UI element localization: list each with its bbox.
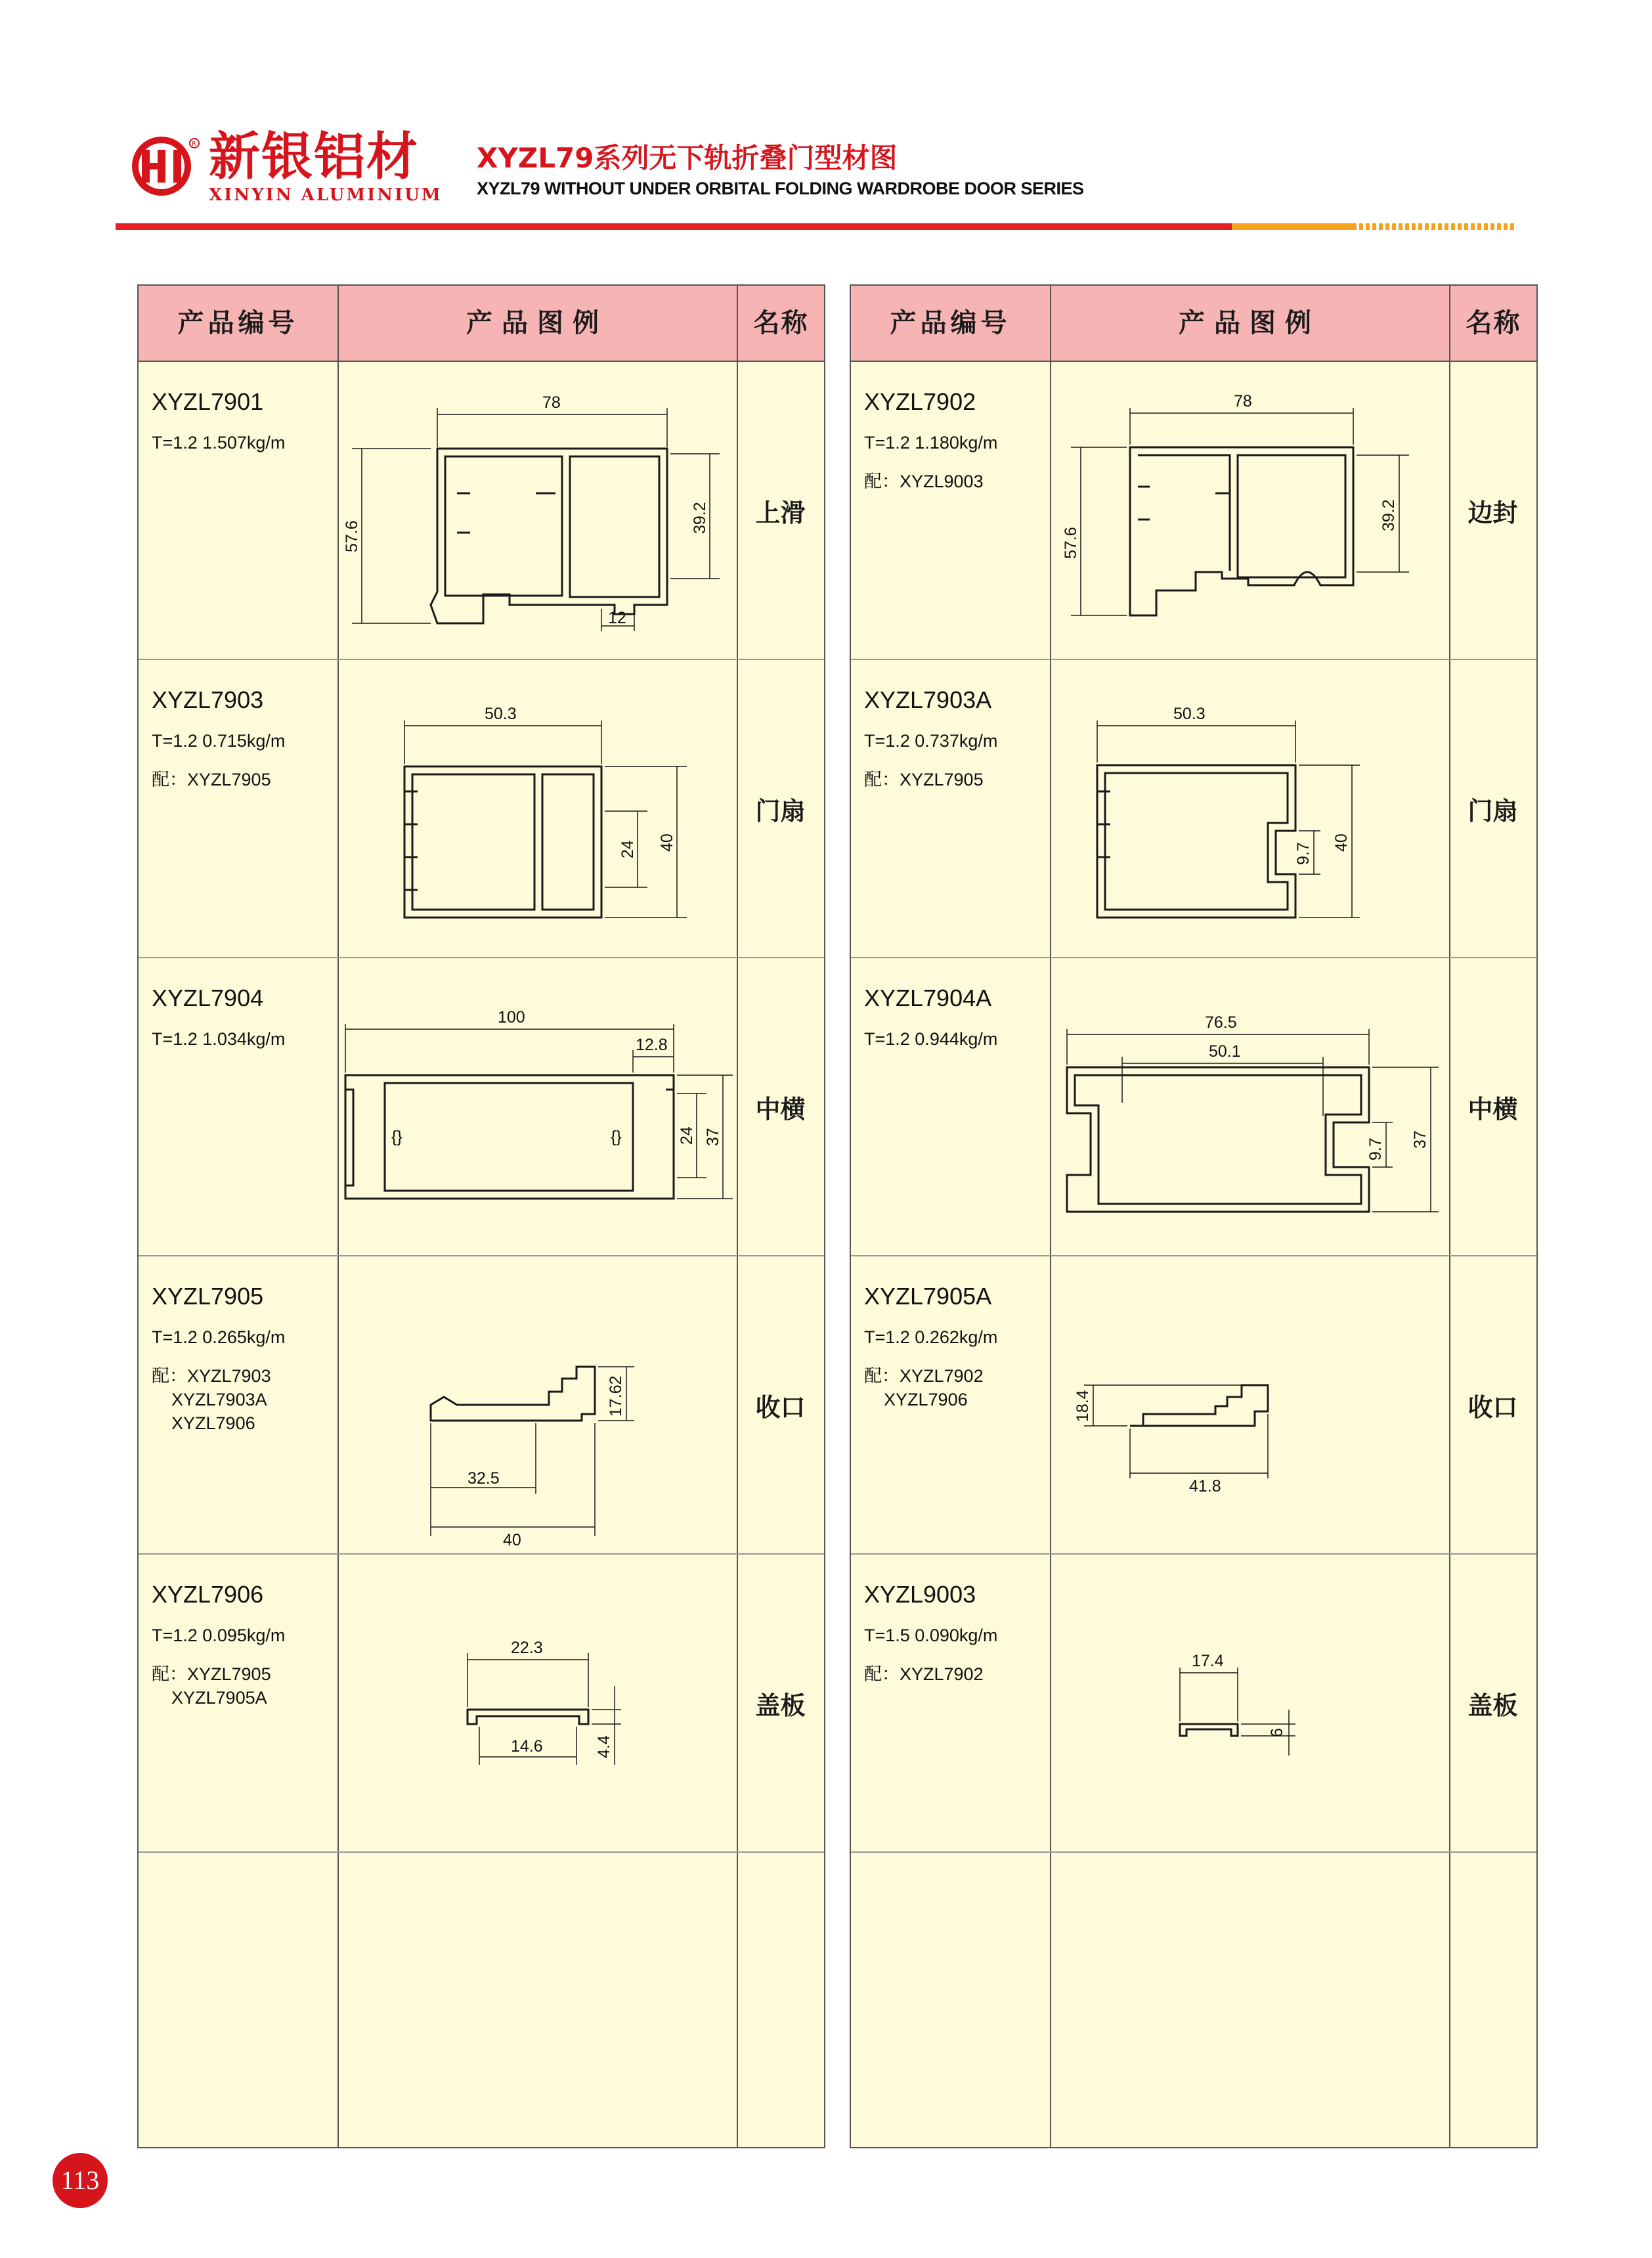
page-title-cn: XYZL79系列无下轨折叠门型材图 (477, 142, 898, 174)
xinyin-logo-icon (129, 137, 201, 196)
product-weight: T=1.2 0.737kg/m (864, 731, 998, 751)
dimension-height: 57.6 (343, 520, 361, 552)
column-header-code: 产品编号 (177, 308, 299, 338)
dimension-height: 4.4 (595, 1735, 613, 1758)
dimension-height: 40 (1332, 833, 1351, 852)
product-name: 上滑 (755, 498, 806, 527)
profile-drawing-xyzl7906 (339, 1555, 737, 1851)
header-divider-accent (1232, 223, 1353, 230)
dimension-width: 41.8 (1189, 1477, 1221, 1495)
product-code: XYZL9003 (864, 1581, 976, 1608)
page-title-en: XYZL79 WITHOUT UNDER ORBITAL FOLDING WARDROBE DOOR SERIES (477, 179, 1084, 198)
table-row (851, 660, 1536, 957)
product-name: 中横 (1467, 1094, 1518, 1124)
table-row (139, 958, 824, 1255)
product-mates: 配：XYZL7903 XYZL7903A XYZL7906 (152, 1366, 271, 1433)
dimension-height: 18.4 (1074, 1390, 1092, 1422)
table-row (139, 362, 824, 659)
product-code: XYZL7903 (152, 686, 264, 713)
brand-name-cn: 新银铝材 (209, 127, 420, 187)
table-row (851, 362, 1536, 659)
dimension-width: 17.4 (1192, 1652, 1224, 1670)
product-table-left (137, 284, 825, 2148)
profile-drawing-xyzl7903a (1051, 660, 1449, 957)
column-header-name: 名称 (753, 308, 809, 338)
svg-text:{}: {} (391, 1128, 402, 1146)
product-name: 中横 (755, 1094, 806, 1124)
product-mates: 配：XYZL7905 XYZL7905A (152, 1664, 271, 1708)
dimension-width: 78 (542, 393, 561, 412)
product-code: XYZL7906 (152, 1581, 264, 1608)
product-mates: 配：XYZL7902 XYZL7906 (864, 1366, 984, 1409)
dimension-width: 40 (503, 1531, 521, 1549)
product-name: 收口 (1467, 1392, 1518, 1422)
dimension-width-inner: 32.5 (467, 1469, 500, 1488)
table-row (139, 1256, 824, 1553)
product-weight: T=1.2 0.262kg/m (864, 1327, 998, 1347)
dimension-height: 17.62 (607, 1375, 625, 1417)
dimension-width: 50.3 (485, 705, 517, 723)
profile-drawing-xyzl7902 (1051, 362, 1449, 659)
product-mates: 配：XYZL7905 (864, 770, 984, 789)
dimension-width: 78 (1234, 392, 1252, 410)
product-code: XYZL7905A (864, 1283, 992, 1310)
profile-drawing-xyzl7903 (339, 660, 737, 957)
dimension-height: 6 (1268, 1728, 1286, 1737)
product-name: 门扇 (755, 796, 806, 826)
dimension-width: 100 (498, 1008, 525, 1027)
table-row (851, 958, 1536, 1255)
product-name: 门扇 (1467, 796, 1518, 826)
row-divider (851, 1851, 1536, 1853)
dimension-width-inner: 12.8 (636, 1036, 668, 1054)
dimension-height: 40 (658, 833, 676, 852)
row-divider (139, 1851, 824, 1853)
product-table-right (850, 284, 1538, 2148)
column-header-name: 名称 (1466, 308, 1521, 338)
product-name: 盖板 (1467, 1691, 1518, 1720)
product-code: XYZL7902 (864, 388, 976, 415)
dimension-height: 37 (704, 1128, 722, 1146)
product-weight: T=1.5 0.090kg/m (864, 1626, 998, 1645)
dimension-height: 37 (1411, 1130, 1429, 1149)
dimension-height-inner: 9.7 (1366, 1138, 1385, 1161)
table-row (851, 1555, 1536, 1851)
header-divider (116, 223, 1232, 230)
header-divider-dashes (1353, 223, 1517, 230)
profile-drawing-xyzl7905 (339, 1256, 737, 1553)
product-code: XYZL7905 (152, 1283, 264, 1310)
column-header-code: 产品编号 (890, 308, 1011, 338)
svg-text:R: R (192, 141, 196, 148)
product-name: 收口 (755, 1392, 806, 1422)
profile-drawing-xyzl7904 (339, 958, 737, 1255)
column-header-figure: 产品图例 (466, 308, 608, 338)
product-mates: 配：XYZL9003 (864, 472, 984, 491)
product-mates: 配：XYZL7905 (152, 770, 271, 789)
dimension-height-inner: 24 (619, 840, 637, 858)
product-code: XYZL7904 (152, 985, 264, 1011)
product-weight: T=1.2 1.180kg/m (864, 433, 998, 453)
table-header (139, 286, 824, 362)
dimension-width: 50.3 (1173, 705, 1206, 723)
product-code: XYZL7901 (152, 388, 264, 415)
table-header (851, 286, 1536, 362)
dimension-width-inner: 14.6 (511, 1737, 543, 1756)
dimension-height-inner: 39.2 (691, 502, 709, 534)
product-weight: T=1.2 1.034kg/m (152, 1029, 286, 1049)
product-name: 盖板 (755, 1691, 806, 1720)
table-row (851, 1256, 1536, 1553)
svg-text:{}: {} (611, 1128, 622, 1146)
product-weight: T=1.2 0.944kg/m (864, 1029, 998, 1049)
dimension-height-inner: 39.2 (1380, 499, 1398, 531)
product-code: XYZL7904A (864, 985, 992, 1011)
product-weight: T=1.2 0.265kg/m (152, 1327, 286, 1347)
brand-name-en: XINYIN ALUMINIUM (209, 185, 443, 205)
column-header-figure: 产品图例 (1179, 308, 1320, 338)
dimension-height-inner: 24 (678, 1126, 696, 1145)
profile-drawing-xyzl7904a (1051, 958, 1449, 1255)
profile-drawing-xyzl7905a (1051, 1256, 1449, 1553)
profile-drawing-xyzl7901 (339, 362, 737, 659)
dimension-slot: 12 (608, 609, 626, 627)
dimension-width: 76.5 (1205, 1013, 1237, 1032)
dimension-height-inner: 9.7 (1294, 842, 1313, 865)
dimension-width-inner: 50.1 (1209, 1042, 1241, 1061)
dimension-height: 57.6 (1062, 527, 1080, 559)
page-number: 113 (53, 2153, 108, 2208)
product-weight: T=1.2 0.095kg/m (152, 1626, 286, 1645)
product-weight: T=1.2 0.715kg/m (152, 731, 286, 751)
table-row (139, 660, 824, 957)
product-code: XYZL7903A (864, 686, 992, 713)
profile-drawing-xyzl9003 (1051, 1555, 1449, 1851)
product-name: 边封 (1467, 498, 1518, 527)
dimension-width: 22.3 (511, 1639, 543, 1657)
product-weight: T=1.2 1.507kg/m (152, 433, 286, 453)
table-row (139, 1555, 824, 1851)
product-mates: 配：XYZL7902 (864, 1664, 984, 1684)
